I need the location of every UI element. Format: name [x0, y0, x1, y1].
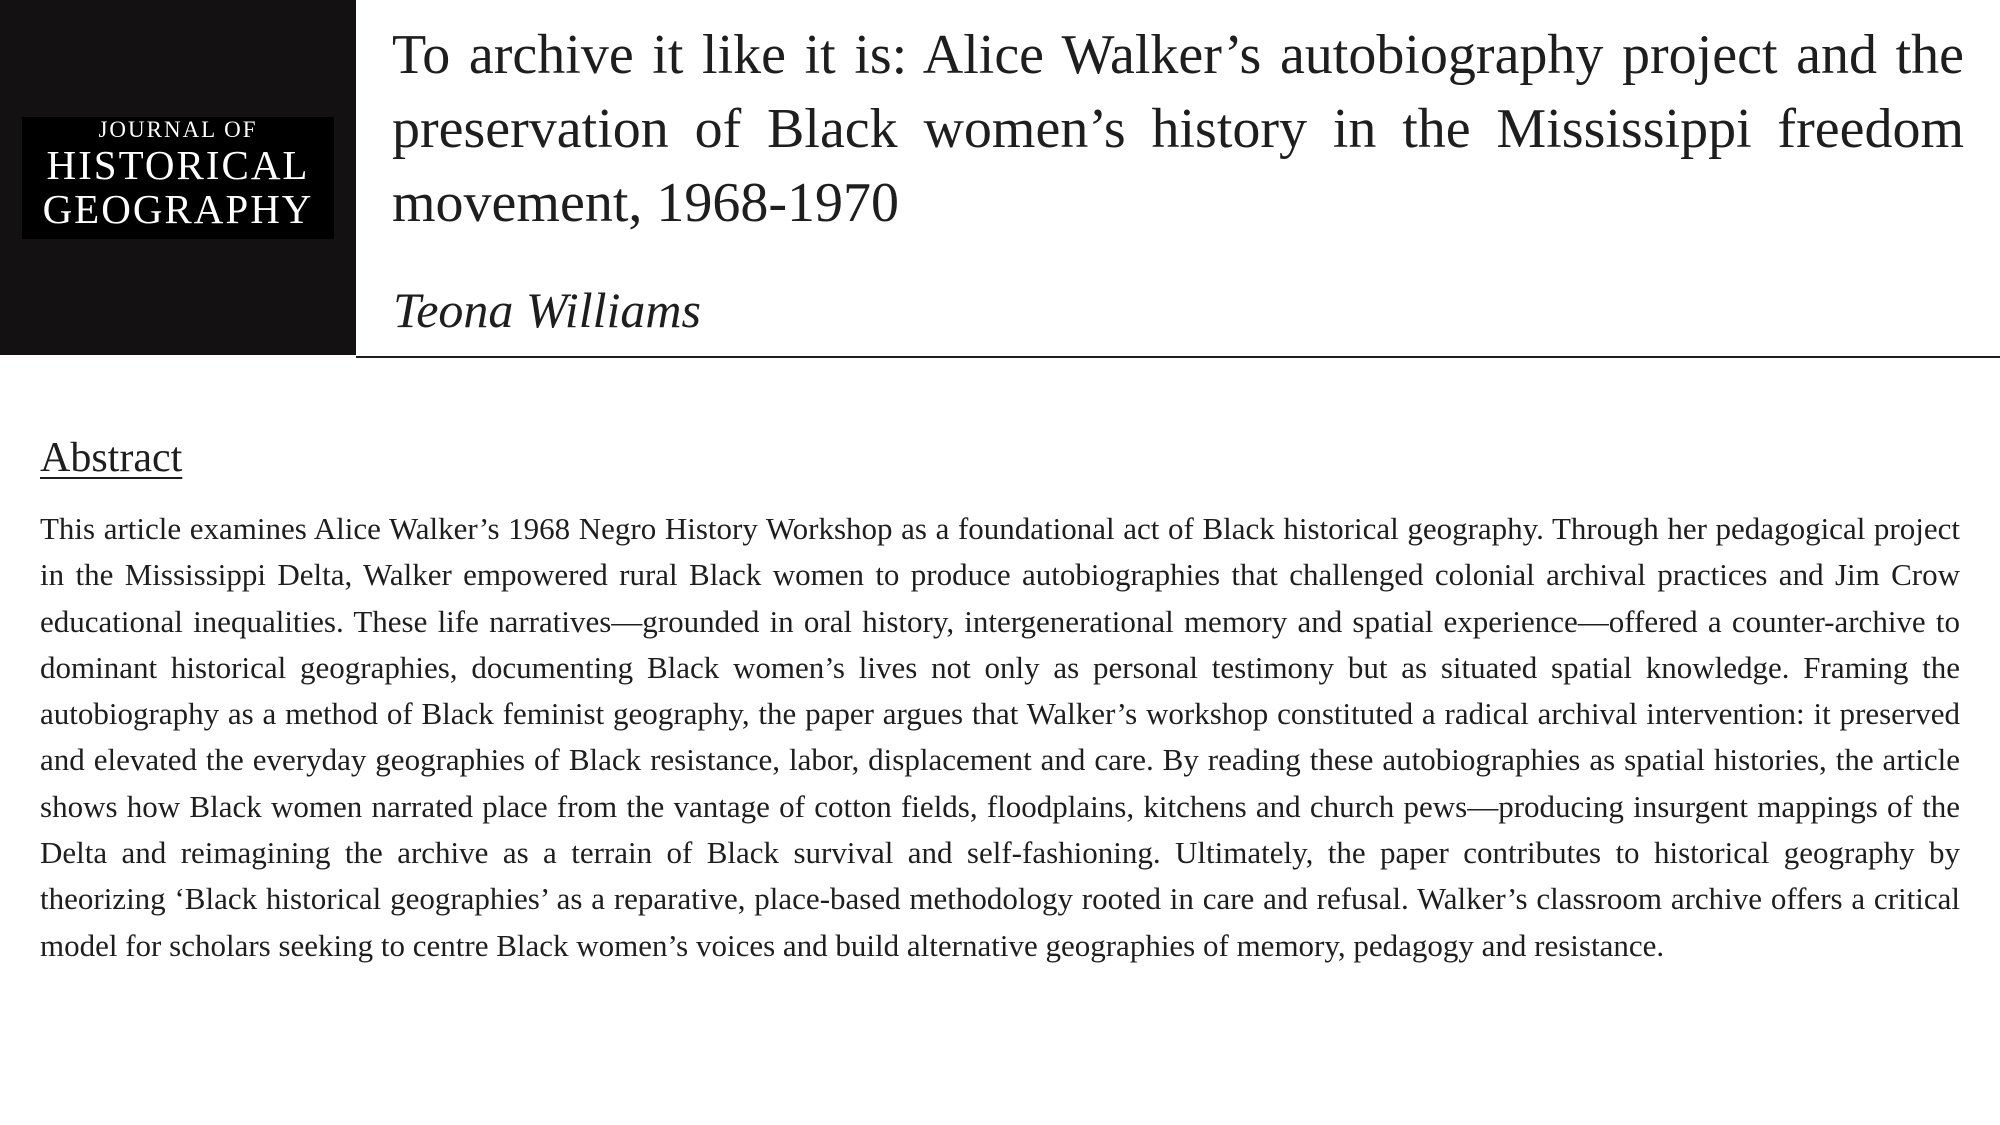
abstract-heading: Abstract — [40, 435, 183, 481]
article-author: Teona Williams — [393, 282, 701, 338]
journal-logo — [22, 117, 334, 239]
abstract-text: This article examines Alice Walker’s 1968 Negro History Workshop as a foundational act of Black historical geography. Through her pedagogical project in the Mississippi Delta, Walker empowered rural Black women to produce autobiographies that challenged colonial archival practices and Jim Crow educational inequalities. These life narratives—grounded in oral history, intergenerational memory and spatial experience—offered a counter-archive to dominant historical geographies, documenting Black women’s lives not only as personal testimony but as situated spatial knowledge. Framing the autobiography as a method of Black feminist geography, the paper argues that Walker’s workshop constituted a radical archival intervention: it preserved and elevated the everyday geographies of Black resistance, labor, displacement and care. By reading these autobiographies as spatial histories, the article shows how Black women narrated place from the vantage of cotton fields, floodplains, kitchens and church pews—producing insurgent mappings of the Delta and reimagining the archive as a terrain of Black survival and self-fashioning. Ultimately, the paper contributes to historical geography by theorizing ‘Black historical geographies’ as a reparative, place-based methodology rooted in care and refusal. Walker’s classroom archive offers a critical model for scholars seeking to centre Black women’s voices and build alternative geographies of memory, pedagogy and resistance. — [40, 511, 1960, 963]
article-title: To archive it like it is: Alice Walker’s autobiography project and the preservation of Black women’s history in the Mississippi freedom movement, 1968-1970 — [392, 24, 1964, 234]
journal-logo-line-2: HISTORICAL — [46, 142, 310, 188]
journal-logo-line-1: JOURNAL OF — [98, 117, 258, 142]
header-divider — [356, 356, 2000, 358]
journal-logo-block — [0, 0, 356, 355]
journal-logo-line-3: GEOGRAPHY — [42, 186, 314, 232]
